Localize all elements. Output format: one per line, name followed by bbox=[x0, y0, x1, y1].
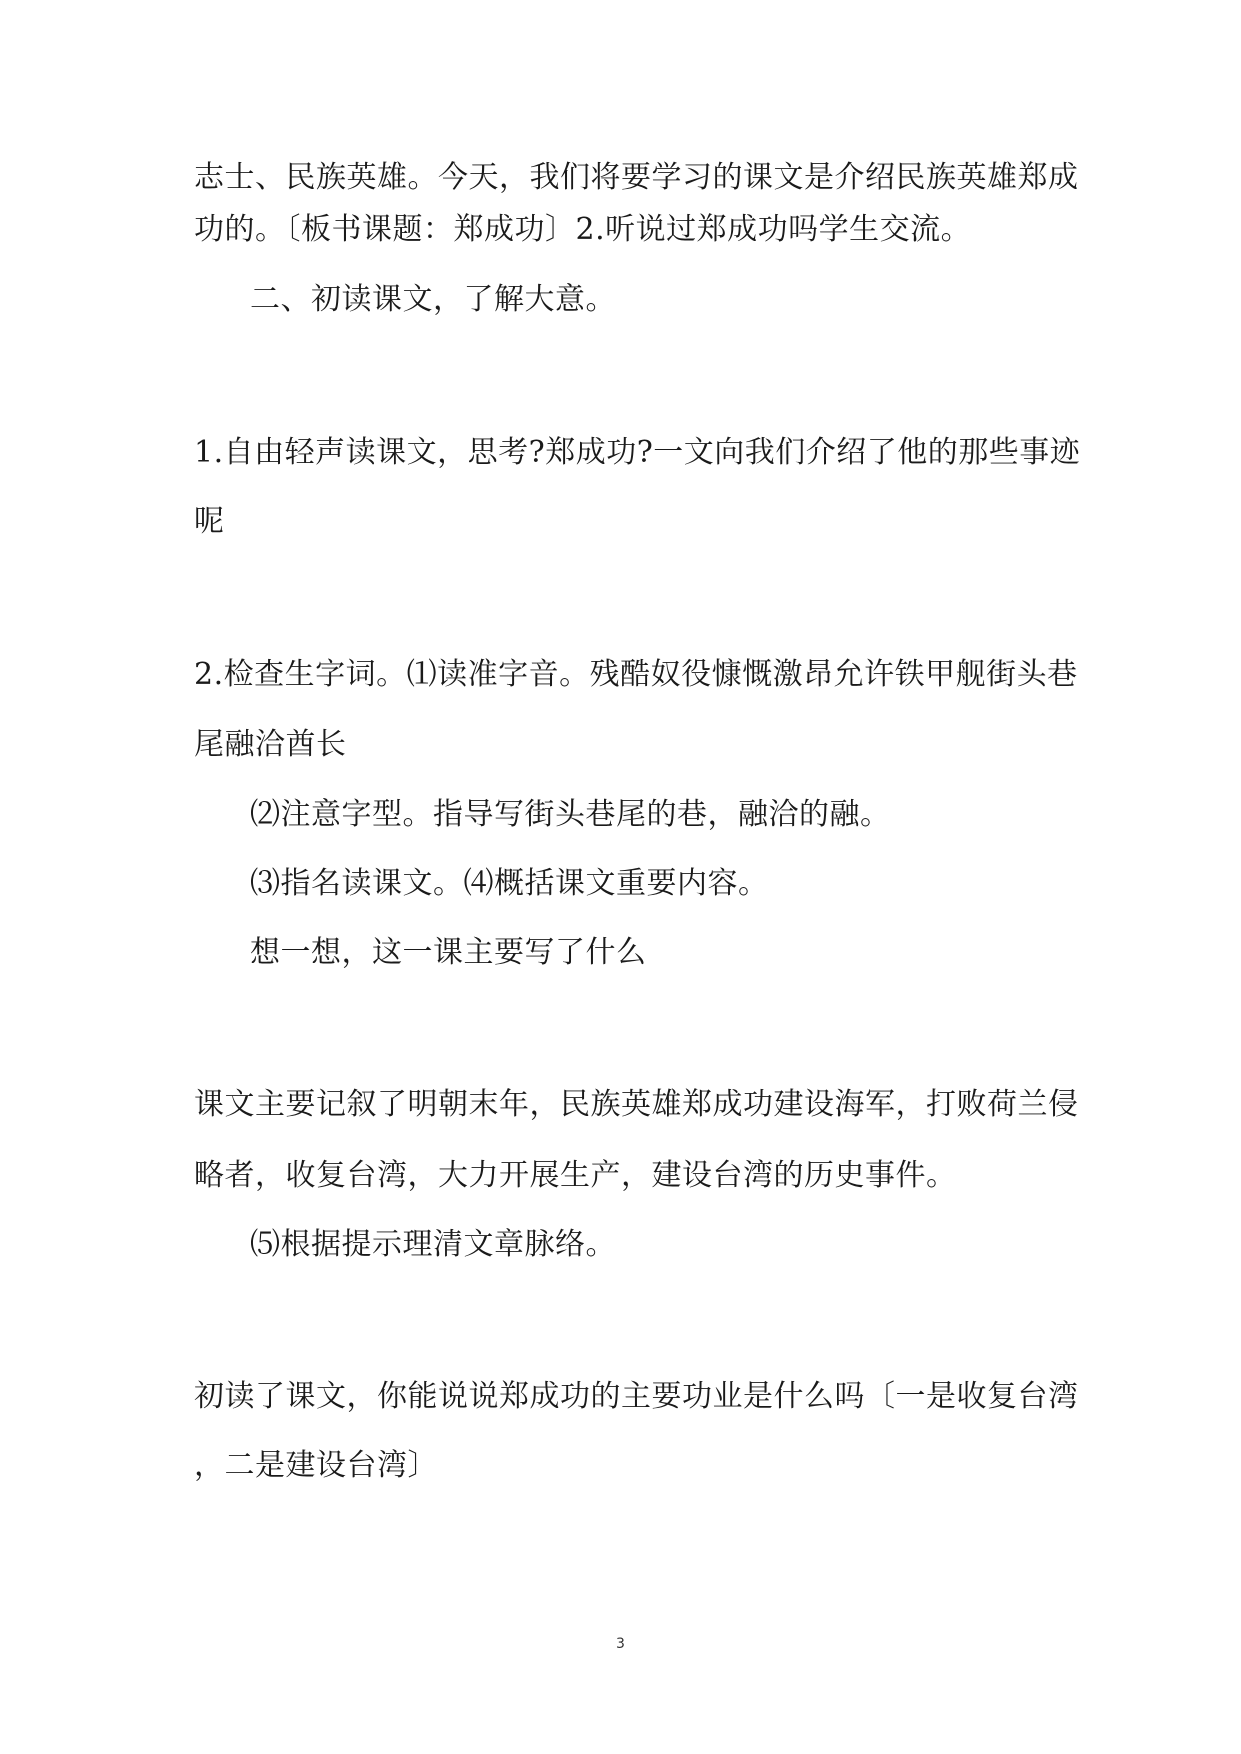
page-number: 3 bbox=[616, 1636, 625, 1652]
text-line-1: 志士、民族英雄。今天，我们将要学习的课文是介绍民族英雄郑成 bbox=[194, 160, 1079, 195]
text-line-8: ⑵注意字型。指导写街头巷尾的巷，融洽的融。 bbox=[250, 797, 891, 832]
text-line-4: 1.自由轻声读课文，思考?郑成功?一文向我们介绍了他的那些事迹 bbox=[194, 435, 1081, 470]
text-line-14: 初读了课文，你能说说郑成功的主要功业是什么吗〔一是收复台湾 bbox=[194, 1379, 1079, 1414]
text-line-15: ，二是建设台湾〕 bbox=[194, 1448, 438, 1483]
text-line-2: 功的。〔板书课题：郑成功〕2.听说过郑成功吗学生交流。 bbox=[194, 212, 972, 247]
text-line-10: 想一想，这一课主要写了什么 bbox=[250, 935, 647, 970]
text-line-9: ⑶指名读课文。⑷概括课文重要内容。 bbox=[250, 866, 769, 901]
text-line-5: 呢 bbox=[194, 504, 225, 539]
text-line-7: 尾融洽酋长 bbox=[194, 727, 347, 762]
text-line-13: ⑸根据提示理清文章脉络。 bbox=[250, 1227, 616, 1262]
text-line-12: 略者，收复台湾，大力开展生产，建设台湾的历史事件。 bbox=[194, 1158, 957, 1193]
text-line-11: 课文主要记叙了明朝末年，民族英雄郑成功建设海军，打败荷兰侵 bbox=[194, 1087, 1079, 1122]
text-line-6: 2.检查生字词。⑴读准字音。残酷奴役慷慨激昂允许铁甲舰街头巷 bbox=[194, 657, 1078, 692]
section-heading: 二、初读课文，了解大意。 bbox=[250, 282, 616, 317]
